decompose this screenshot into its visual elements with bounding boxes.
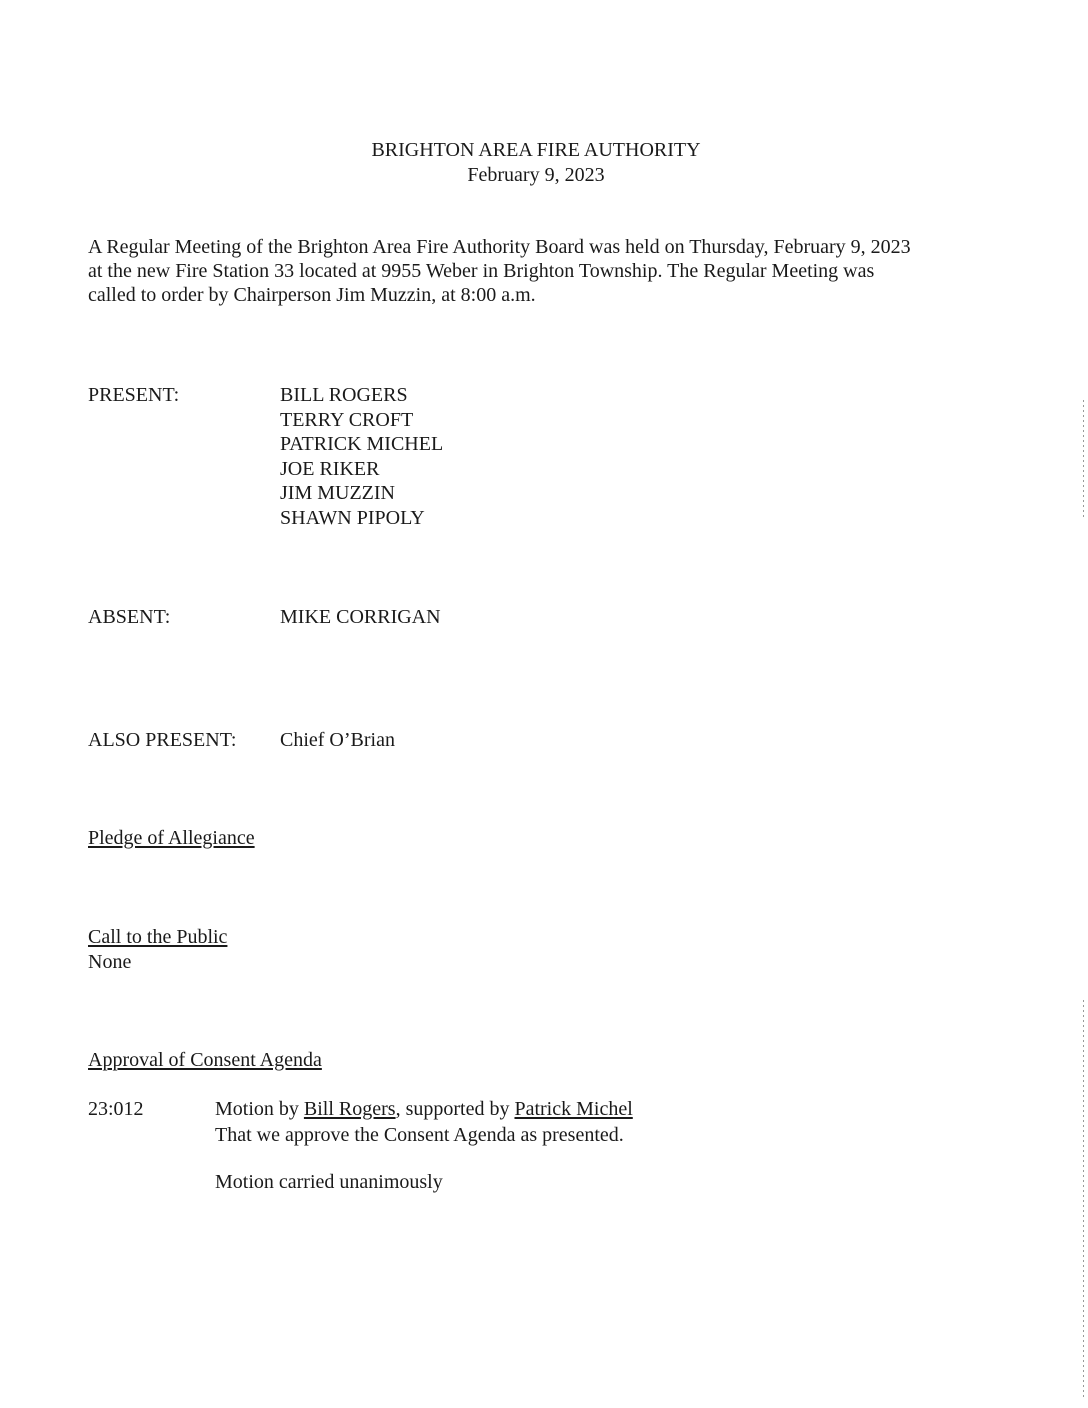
present-member: BILL ROGERS: [280, 384, 408, 406]
consent-agenda-heading: Approval of Consent Agenda: [88, 1049, 322, 1071]
intro-line-3: called to order by Chairperson Jim Muzzin, at 8:00 a.m.: [88, 284, 536, 306]
motion-result: Motion carried unanimously: [215, 1171, 443, 1193]
intro-line-1: A Regular Meeting of the Brighton Area Fire Authority Board was held on Thursday, February 9, 2023: [88, 236, 911, 258]
call-to-public-heading: Call to the Public: [88, 926, 228, 948]
present-member: TERRY CROFT: [280, 408, 414, 431]
present-member: SHAWN PIPOLY: [280, 506, 425, 529]
present-member: PATRICK MICHEL: [280, 433, 444, 456]
motion-supporter: Patrick Michel: [514, 1098, 633, 1120]
also-present-label: ALSO PRESENT:: [88, 729, 237, 751]
present-label: PRESENT:: [88, 384, 180, 406]
intro-paragraph: [88, 235, 988, 307]
motion-line: [215, 1097, 633, 1123]
absent-member: MIKE CORRIGAN: [280, 606, 441, 628]
scan-edge-mark: [1083, 400, 1084, 520]
absent-label: ABSENT:: [88, 606, 171, 628]
motion-number: 23:012: [88, 1098, 144, 1120]
present-list: [280, 383, 443, 531]
pledge-heading: Pledge of Allegiance: [88, 827, 255, 849]
document-title: BRIGHTON AREA FIRE AUTHORITY: [371, 139, 701, 161]
scan-edge-mark: [1083, 1000, 1084, 1400]
intro-line-2: at the new Fire Station 33 located at 9955 Weber in Brighton Township. The Regular Meeting was: [88, 260, 875, 282]
motion-mover: Bill Rogers: [303, 1098, 396, 1120]
motion-prefix: Motion by: [215, 1098, 304, 1120]
meeting-date: February 9, 2023: [467, 164, 605, 186]
motion-text: That we approve the Consent Agenda as presented.: [215, 1124, 624, 1146]
present-member: JIM MUZZIN: [280, 482, 395, 505]
call-to-public-body: None: [88, 951, 132, 973]
present-member: JOE RIKER: [280, 457, 380, 480]
motion-supported-text: , supported by: [395, 1098, 515, 1120]
motion-block: [215, 1097, 633, 1149]
also-present-member: Chief O’Brian: [280, 729, 395, 751]
